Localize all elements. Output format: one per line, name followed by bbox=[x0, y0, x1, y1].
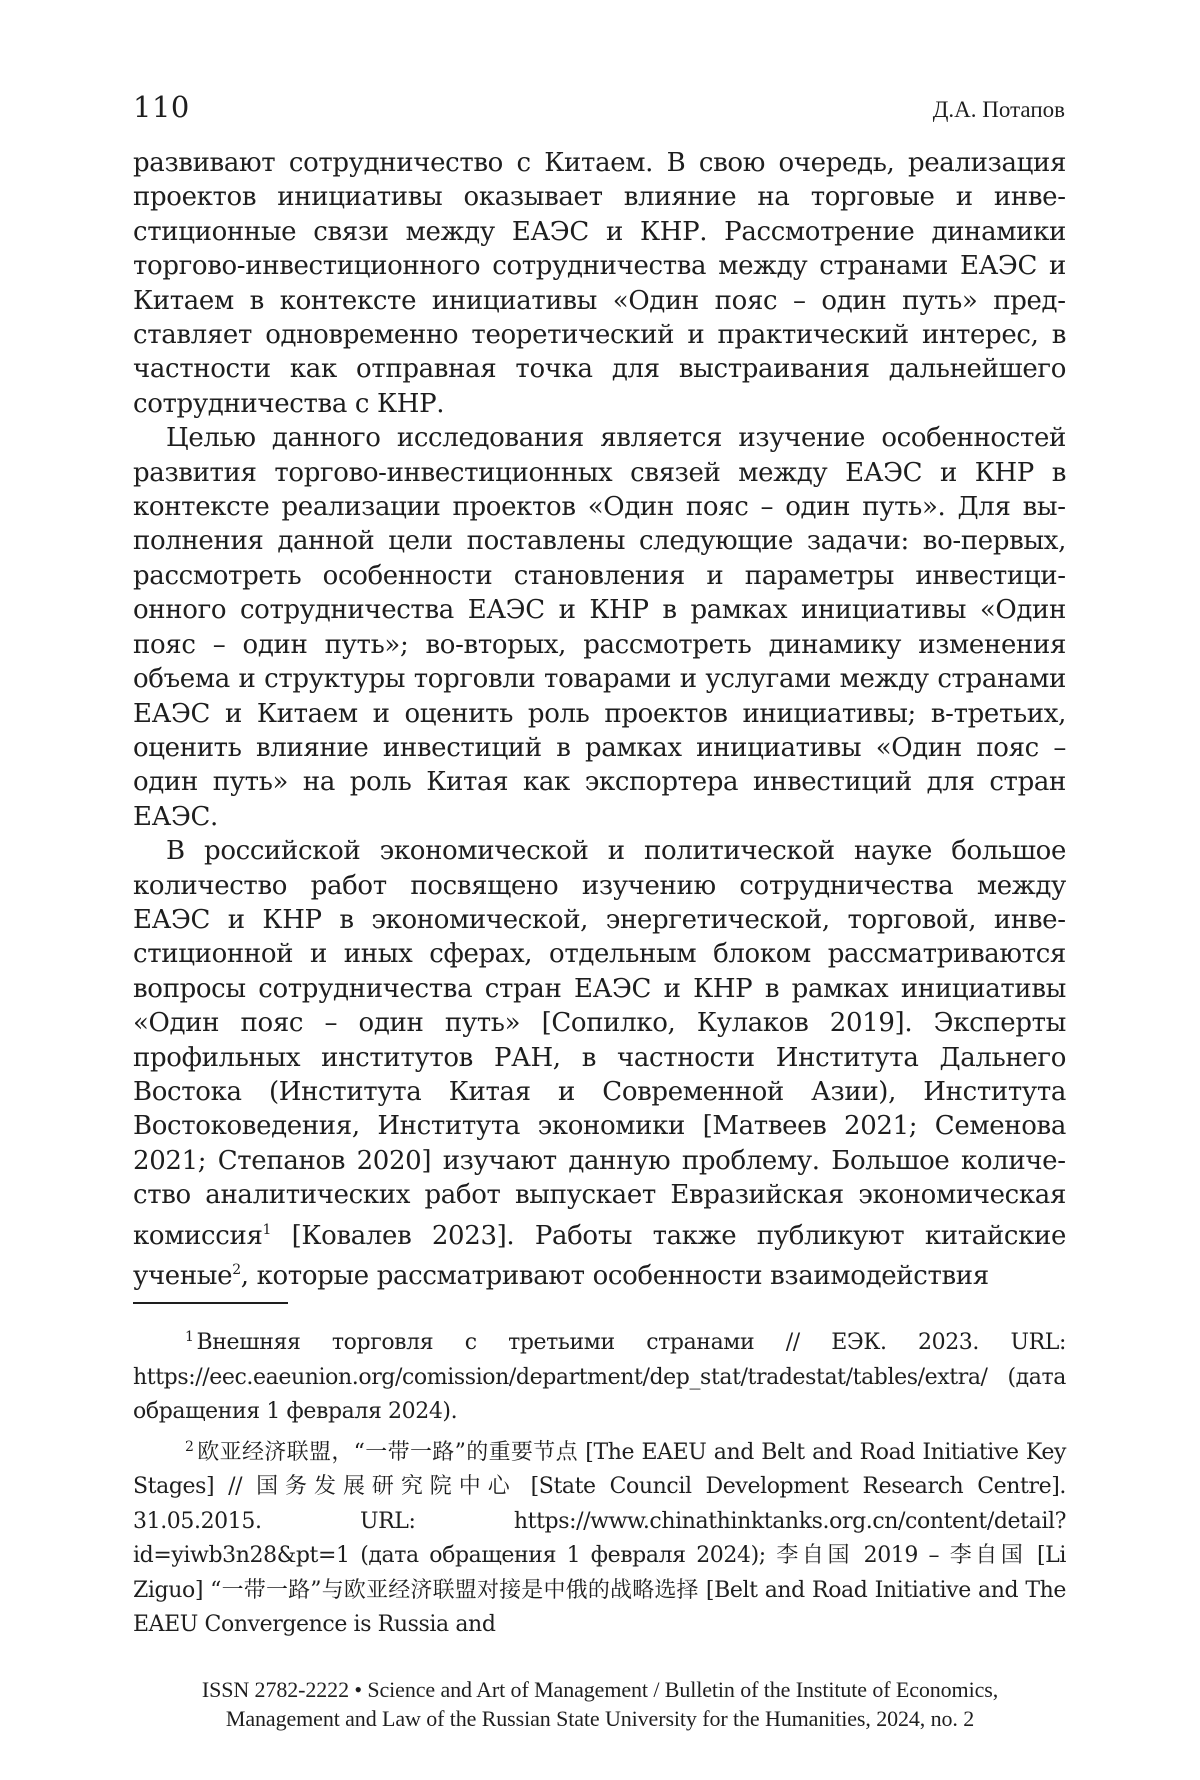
footnote-ref-2[interactable]: 2 bbox=[232, 1262, 241, 1278]
paragraph-3-text-c: , которые рассматривают особенности взаимодействия bbox=[241, 1261, 989, 1291]
footnote-1 bbox=[133, 1320, 1066, 1430]
footnote-2 bbox=[133, 1430, 1066, 1643]
paragraph-3-text-b: [Ковалев 2023]. Работы также публикуют китайские ученые bbox=[133, 1221, 1066, 1291]
footnote-divider bbox=[133, 1302, 288, 1304]
running-head bbox=[133, 90, 1065, 130]
footer-line-1: ISSN 2782-2222 • Science and Art of Management / Bulletin of the Institute of Economics, bbox=[110, 1675, 1090, 1704]
article-body bbox=[133, 146, 1066, 1293]
footnote-2-mark: 2 bbox=[185, 1439, 194, 1455]
paragraph-2: Целью данного исследования является изучение особенностей развития торгово-инвестиционных связей между ЕАЭС и КНР в контексте реализации проектов «Один пояс – один путь». Для вы­полнения данной цели поставлены следующие задачи: во-первых, рассмотреть особенности становления и параметры инвестици­онного сотрудничества ЕАЭС и КНР в рамках инициативы «Один пояс – один путь»; во-вторых, рассмотреть динамику изменения объема и структуры торговли товарами и услугами между страна­ми ЕАЭС и Китаем и оценить роль проектов инициативы; в-тре­тьих, оценить влияние инвестиций в рамках инициативы «Один пояс – один путь» на роль Китая как экспортера инвестиций для стран ЕАЭС. bbox=[133, 421, 1066, 834]
running-head-author: Д.А. Потапов bbox=[933, 97, 1065, 123]
footnote-ref-1[interactable]: 1 bbox=[263, 1222, 272, 1238]
footnote-2-text: 欧亚经济联盟，“一带一路”的重要节点 [The EAEU and Belt and Road Initiative Key Stages] // 国务发展研究院中心 [State Council Develop­ment Research Centre]. 31.05.2015. URL: https://www.chinathinktanks.org.cn/content/detail?id=yiwb3n28&pt=1 (дата обращения 1 февраля 2024); 李自国 2019 – 李自国 [Li Ziguo] “一带一路”与欧亚经济联盟对接是中俄的战略选择 [Belt and Road Initiative and The EAEU Convergence is Russia and bbox=[133, 1440, 1066, 1638]
paragraph-3 bbox=[133, 834, 1066, 1293]
footer-line-2: Management and Law of the Russian State University for the Humanities, 2024, no. 2 bbox=[110, 1704, 1090, 1733]
page-number: 110 bbox=[133, 90, 190, 124]
footnote-1-text: Внешняя торговля с третьими странами // ЕЭК. 2023. URL: https://eec.eaeunion.org/comission/department/dep_stat/tradestat/tables/extra/ (дата обращения 1 февраля 2024). bbox=[133, 1330, 1066, 1424]
page-footer bbox=[110, 1675, 1090, 1733]
footnotes bbox=[133, 1320, 1066, 1643]
paragraph-1: развивают сотрудничество с Китаем. В свою очередь, реализация проектов инициативы оказывает влияние на торговые и инве­стиционные связи между ЕАЭС и КНР. Рассмотрение динамики торгово-инвестиционного сотрудничества между странами ЕАЭС и Китаем в контексте инициативы «Один пояс – один путь» пред­ставляет одновременно теоретический и практический интерес, в частности как отправная точка для выстраивания дальнейшего сотрудничества с КНР. bbox=[133, 146, 1066, 421]
journal-page bbox=[0, 0, 1200, 1780]
paragraph-3-text-a: В российской экономической и политической науке большое количество работ посвящено изучению сотрудничества между ЕАЭС и КНР в экономической, энергетической, торговой, инве­стиционной и иных сферах, отдельным блоком рассматриваются вопросы сотрудничества стран ЕАЭС и КНР в рамках инициати­вы «Один пояс – один путь» [Сопилко, Кулаков 2019]. Эксперты профильных институтов РАН, в частности Института Дальнего Востока (Института Китая и Современной Азии), Института Востоковедения, Института экономики [Матвеев 2021; Семенова 2021; Степанов 2020] изучают данную проблему. Большое количе­ство аналитических работ выпускает Евразийская экономическая комиссия bbox=[133, 836, 1066, 1250]
footnote-1-mark: 1 bbox=[185, 1329, 194, 1345]
